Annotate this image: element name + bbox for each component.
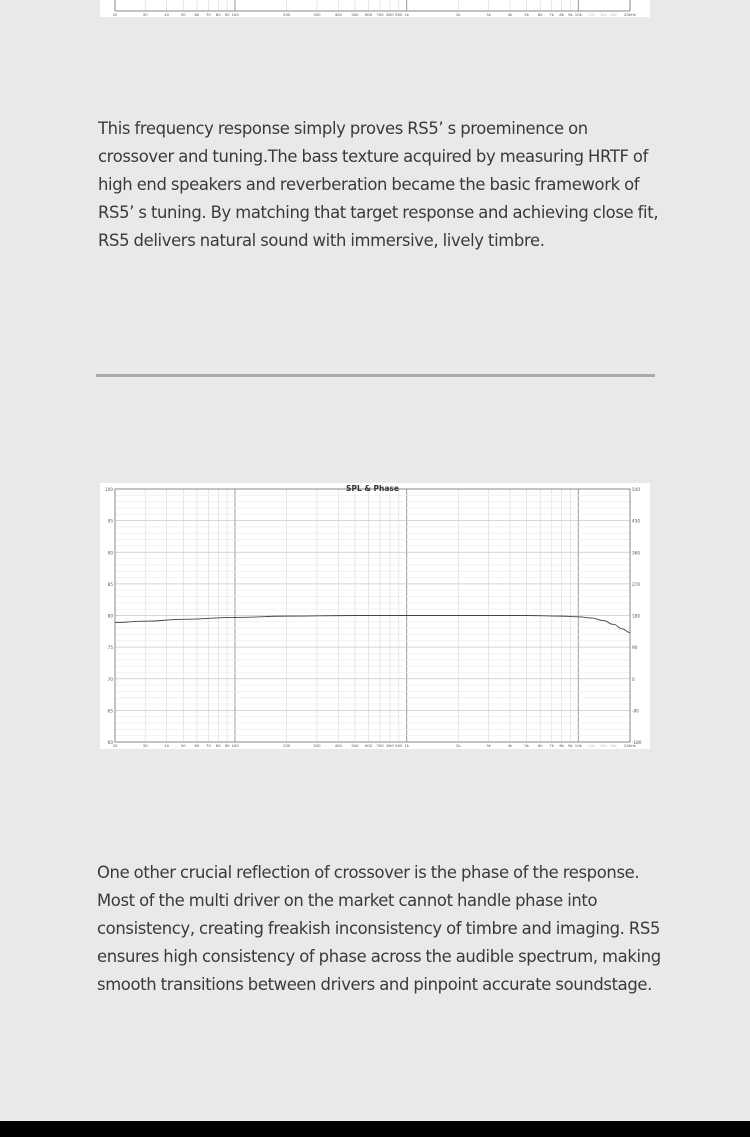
top-x-tick-label: 16k xyxy=(609,12,617,17)
x-tick-label: 400 xyxy=(334,743,342,748)
x-tick-label: 90 xyxy=(224,743,230,748)
y-tick-label: 85 xyxy=(107,581,113,587)
x-tick-label: 40 xyxy=(164,743,170,748)
x-tick-label: 20 xyxy=(112,743,118,748)
x-tick-label: 60 xyxy=(194,743,200,748)
x-tick-label: 16k xyxy=(609,743,617,748)
x-tick-label: 50 xyxy=(180,743,186,748)
x-tick-label: 800 xyxy=(386,743,394,748)
y-tick-label: 95 xyxy=(107,518,113,524)
y2-tick-label: -90 xyxy=(632,708,639,714)
top-x-tick-label: 5k xyxy=(524,12,529,17)
y2-tick-label: 450 xyxy=(632,518,640,524)
x-tick-label: 200 xyxy=(283,743,291,748)
top-x-tick-label: 10k xyxy=(574,12,582,17)
spl-phase-chart xyxy=(100,483,650,749)
top-x-tick-label: 600 xyxy=(364,12,373,17)
top-x-tick-label: 1k xyxy=(404,12,409,17)
x-tick-label: 3k xyxy=(486,743,491,748)
x-tick-label: 5k xyxy=(524,743,529,748)
top-x-tick-label: 500 xyxy=(351,12,359,17)
x-tick-label: 300 xyxy=(313,743,321,748)
top-x-tick-label: 50 xyxy=(180,12,186,17)
x-tick-label: 9k xyxy=(568,743,573,748)
x-tick-label: 2k xyxy=(456,743,461,748)
x-tick-label: 8k xyxy=(559,743,564,748)
x-tick-label: 10k xyxy=(574,743,582,748)
y-tick-label: 70 xyxy=(107,676,113,682)
top-x-tick-label: 80 xyxy=(215,12,221,17)
top-x-tick-label: 70 xyxy=(205,12,211,17)
footer-bar xyxy=(0,1121,750,1137)
y-tick-label: 60 xyxy=(107,740,113,745)
phase-paragraph: One other crucial reflection of crossover is the phase of the response. Most of the multi driver on the market cannot handle phase into consistency, creating freakish inconsistency of timbre and imaging. RS5 ensures high consistency of phase across the audible spectrum, making smooth transitions between drivers and pinpoint accurate soundstage. xyxy=(97,863,661,994)
top-x-tick-label: 400 xyxy=(334,12,342,17)
y2-tick-label: 180 xyxy=(632,613,640,619)
top-frequency-chart xyxy=(100,0,650,17)
top-x-tick-label: 900 xyxy=(395,12,403,17)
x-tick-label: 100 xyxy=(231,743,239,748)
top-x-tick-label: 800 xyxy=(386,12,394,17)
top-x-tick-label: 20kHz xyxy=(624,12,636,17)
top-x-tick-label: 2k xyxy=(456,12,461,17)
top-x-tick-label: 30 xyxy=(142,12,148,17)
chart-title: SPL & Phase xyxy=(346,484,399,493)
top-x-tick-label: 300 xyxy=(313,12,321,17)
top-x-tick-label: 7k xyxy=(549,12,555,17)
y-tick-label: 80 xyxy=(107,613,113,619)
x-tick-label: 1k xyxy=(404,743,409,748)
x-tick-label: 4k xyxy=(507,743,513,748)
top-x-tick-label: 8k xyxy=(559,12,564,17)
x-tick-label: 20kHz xyxy=(624,743,636,748)
top-x-tick-label: 4k xyxy=(507,12,513,17)
top-x-tick-label: 20 xyxy=(112,12,118,17)
x-tick-label: 14k xyxy=(599,743,607,748)
top-x-tick-label: 40 xyxy=(164,12,170,17)
x-tick-label: 12k xyxy=(588,743,596,748)
x-tick-label: 900 xyxy=(395,743,403,748)
x-tick-label: 30 xyxy=(142,743,148,748)
y-tick-label: 75 xyxy=(107,645,113,651)
top-x-tick-label: 60 xyxy=(194,12,200,17)
top-x-tick-label: 9k xyxy=(568,12,573,17)
x-tick-label: 80 xyxy=(215,743,221,748)
top-x-tick-label: 100 xyxy=(231,12,239,17)
x-tick-label: 70 xyxy=(205,743,211,748)
y2-tick-label: 90 xyxy=(632,645,638,651)
y2-tick-label: 540 xyxy=(632,487,640,492)
y2-tick-label: 0 xyxy=(632,676,635,682)
y-tick-label: 100 xyxy=(105,487,113,492)
x-tick-label: 6k xyxy=(537,743,543,748)
x-tick-label: 500 xyxy=(351,743,359,748)
x-tick-label: 700 xyxy=(376,743,384,748)
top-x-tick-label: 6k xyxy=(537,12,543,17)
top-x-tick-label: 14k xyxy=(599,12,607,17)
top-x-tick-label: 12k xyxy=(588,12,596,17)
section-divider xyxy=(96,374,655,377)
y2-tick-label: 360 xyxy=(632,550,640,556)
y-tick-label: 65 xyxy=(107,708,113,714)
top-chart-svg xyxy=(100,0,650,17)
x-tick-label: 7k xyxy=(549,743,555,748)
spl-phase-chart-svg xyxy=(100,483,650,749)
top-x-tick-label: 3k xyxy=(486,12,491,17)
top-x-tick-label: 700 xyxy=(376,12,384,17)
series-line-phase xyxy=(115,616,630,633)
y2-tick-label: -180 xyxy=(632,740,642,745)
y-tick-label: 90 xyxy=(107,550,113,556)
x-tick-label: 600 xyxy=(364,743,373,748)
y2-tick-label: 270 xyxy=(632,581,640,587)
frequency-response-paragraph: This frequency response simply proves RS5’ s proeminence on crossover and tuning.The bass texture acquired by measuring HRTF of high end speakers and reverberation became the basic framework of RS5’ s tuning. By matching that target response and achieving close fit, RS5 delivers natural sound with immersive, lively timbre. xyxy=(98,119,659,250)
top-chart-grid xyxy=(115,0,630,11)
top-x-tick-label: 90 xyxy=(224,12,230,17)
top-x-tick-label: 200 xyxy=(283,12,291,17)
